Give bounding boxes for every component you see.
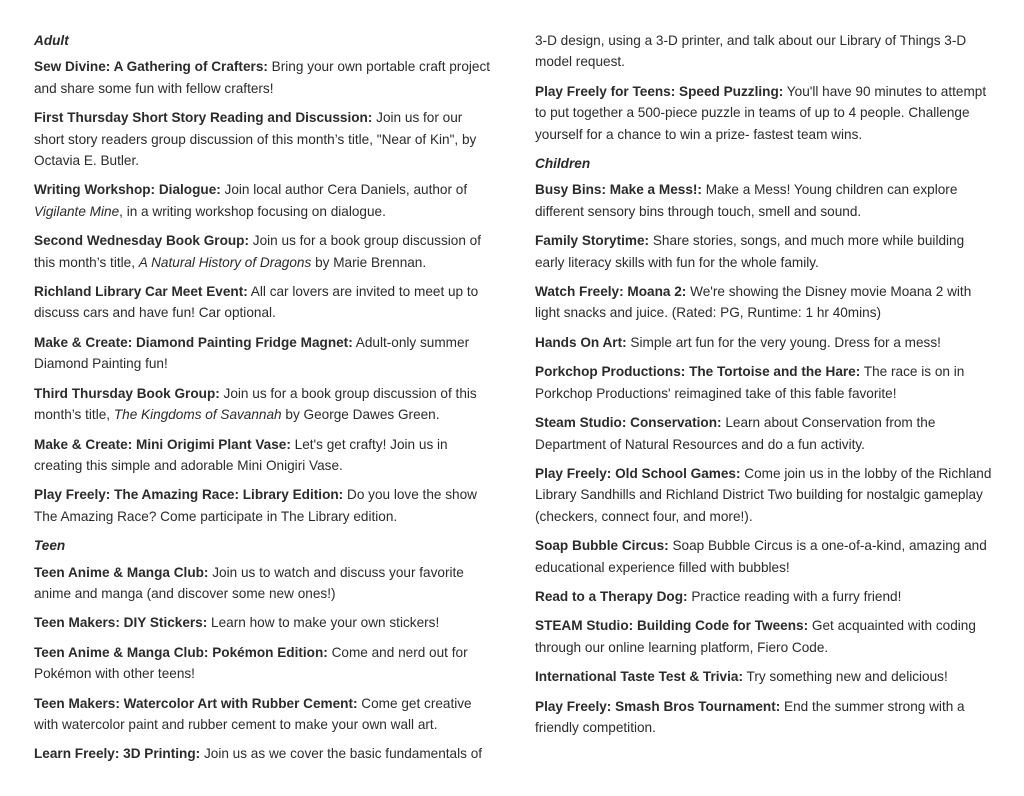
left-column [34,30,492,773]
event-description: We're showing the Disney movie Moana 2 with light snacks and juice. (Rated: PG, Runtime: 1 hr 40mins) [535,284,972,321]
event-description: Make a Mess! Young children can explore different sensory bins through touch, smell and sound. [535,182,958,219]
event-entry [34,612,492,633]
event-description: 3-D design, using a 3-D printer, and talk about our Library of Things 3-D model request. [535,33,967,70]
event-title: Second Wednesday Book Group: [34,233,250,249]
right-column [535,30,993,746]
event-description: by George Dawes Green. [281,407,440,423]
event-description: Do you love the show The Amazing Race? Come participate in The Library edition. [34,487,477,524]
event-description: You'll have 90 minutes to attempt to put together a 500-piece puzzle in teams of up to 4 people. Challenge yourself for a chance to win a prize- fastest team wins. [535,83,987,142]
event-title: Steam Studio: Conservation: [535,415,722,431]
event-entry [34,484,492,527]
event-entry [535,586,993,607]
event-entry [535,615,993,658]
event-description: Join local author Cera Daniels, author of [220,182,468,198]
event-description: Let's get crafty! Join us in creating this simple and adorable Mini Onigiri Vase. [34,436,448,473]
event-description: Soap Bubble Circus is a one-of-a-kind, amazing and educational experience filled with bubbles! [535,538,987,575]
event-description: End the summer strong with a friendly competition. [535,698,965,735]
event-title: Richland Library Car Meet Event: [34,284,248,300]
event-entry [34,642,492,685]
event-entry [34,383,492,426]
event-title: Play Freely for Teens: Speed Puzzling: [535,83,784,99]
event-description: Come join us in the lobby of the Richland Library Sandhills and Richland District Two building for nostalgic gameplay (checkers, connect four, and more!). [535,465,992,524]
event-description: Learn how to make your own stickers! [207,615,440,631]
event-entry [535,412,993,455]
event-entry [535,696,993,739]
event-entry [535,332,993,353]
event-entry [34,743,492,764]
event-entry [34,179,492,222]
event-title: Third Thursday Book Group: [34,385,220,401]
event-description: Join us for a book group discussion of this month’s title, [34,233,481,270]
event-description: , in a writing workshop focusing on dialogue. [119,203,386,219]
event-title: Make & Create: Diamond Painting Fridge Magnet: [34,334,353,350]
section-heading-children: Children [535,156,591,172]
event-title: Teen Makers: DIY Stickers: [34,615,208,631]
event-title: STEAM Studio: Building Code for Tweens: [535,618,809,634]
event-title: Teen Anime & Manga Club: [34,564,209,580]
event-description: Join us as we cover the basic fundamentals of [200,746,483,762]
book-title: A Natural History of Dragons [138,254,312,270]
event-entry [34,230,492,273]
event-entry [34,562,492,605]
event-title: Watch Freely: Moana 2: [535,284,687,300]
event-entry [34,281,492,324]
event-description: The race is on in Porkchop Productions' reimagined take of this fable favorite! [535,364,965,401]
event-description: Come get creative with watercolor paint and rubber cement to make your own wall art. [34,695,472,732]
event-title: Sew Divine: A Gathering of Crafters: [34,59,268,75]
event-entry [34,434,492,477]
event-description: Join us for our short story readers group discussion of this month’s title, "Near of Kin", by Octavia E. Butler. [34,110,477,169]
event-entry [34,56,492,99]
event-title: Read to a Therapy Dog: [535,588,688,604]
event-entry [535,30,993,73]
event-title: Soap Bubble Circus: [535,538,669,554]
event-description: Try something new and delicious! [742,669,948,685]
event-description: All car lovers are invited to meet up to discuss cars and have fun! Car optional. [34,284,479,321]
event-entry [535,666,993,687]
event-entry [535,81,993,145]
event-title: Busy Bins: Make a Mess!: [535,182,702,198]
event-description: Get acquainted with coding through our online learning platform, Fiero Code. [535,618,976,655]
event-entry [34,332,492,375]
event-entry [535,463,993,527]
event-title: Play Freely: The Amazing Race: Library Edition: [34,487,344,503]
event-description: by Marie Brennan. [311,254,427,270]
event-title: Play Freely: Old School Games: [535,465,741,481]
book-title: The Kingdoms of Savannah [113,407,282,423]
event-title: Learn Freely: 3D Printing: [34,746,201,762]
event-description: Simple art fun for the very young. Dress for a mess! [626,334,941,350]
event-title: Porkchop Productions: The Tortoise and the Hare: [535,364,861,380]
event-description: Bring your own portable craft project and share some fun with fellow crafters! [34,59,491,96]
event-entry [535,361,993,404]
book-title: Vigilante Mine [34,203,120,219]
event-description: Practice reading with a furry friend! [687,588,902,604]
event-title: Family Storytime: [535,233,650,249]
event-title: Teen Makers: Watercolor Art with Rubber Cement: [34,695,358,711]
event-description: Share stories, songs, and much more while building early literacy skills with fun for the whole family. [535,233,965,270]
event-entry [34,693,492,736]
section-heading-teen: Teen [34,538,66,554]
event-entry [34,107,492,171]
event-title: First Thursday Short Story Reading and Discussion: [34,110,373,126]
event-description: Join us for a book group discussion of this month’s title, [34,385,477,423]
event-description: Join us to watch and discuss your favorite anime and manga (and discover some new ones!) [34,564,464,601]
event-title: Play Freely: Smash Bros Tournament: [535,698,781,714]
event-title: Hands On Art: [535,334,627,350]
event-title: Make & Create: Mini Origimi Plant Vase: [34,436,291,452]
event-description: Learn about Conservation from the Department of Natural Resources and do a fun activity. [535,415,936,452]
event-entry [535,230,993,273]
section-heading-adult: Adult [34,33,69,48]
event-title: Teen Anime & Manga Club: Pokémon Edition: [34,644,328,660]
event-title: Writing Workshop: Dialogue: [34,182,221,198]
event-description: Adult-only summer Diamond Painting fun! [34,334,470,372]
event-entry [535,281,993,324]
event-title: International Taste Test & Trivia: [535,669,743,685]
event-entry [535,535,993,578]
event-entry [535,179,993,222]
event-description: Come and nerd out for Pokémon with other teens! [34,644,468,682]
